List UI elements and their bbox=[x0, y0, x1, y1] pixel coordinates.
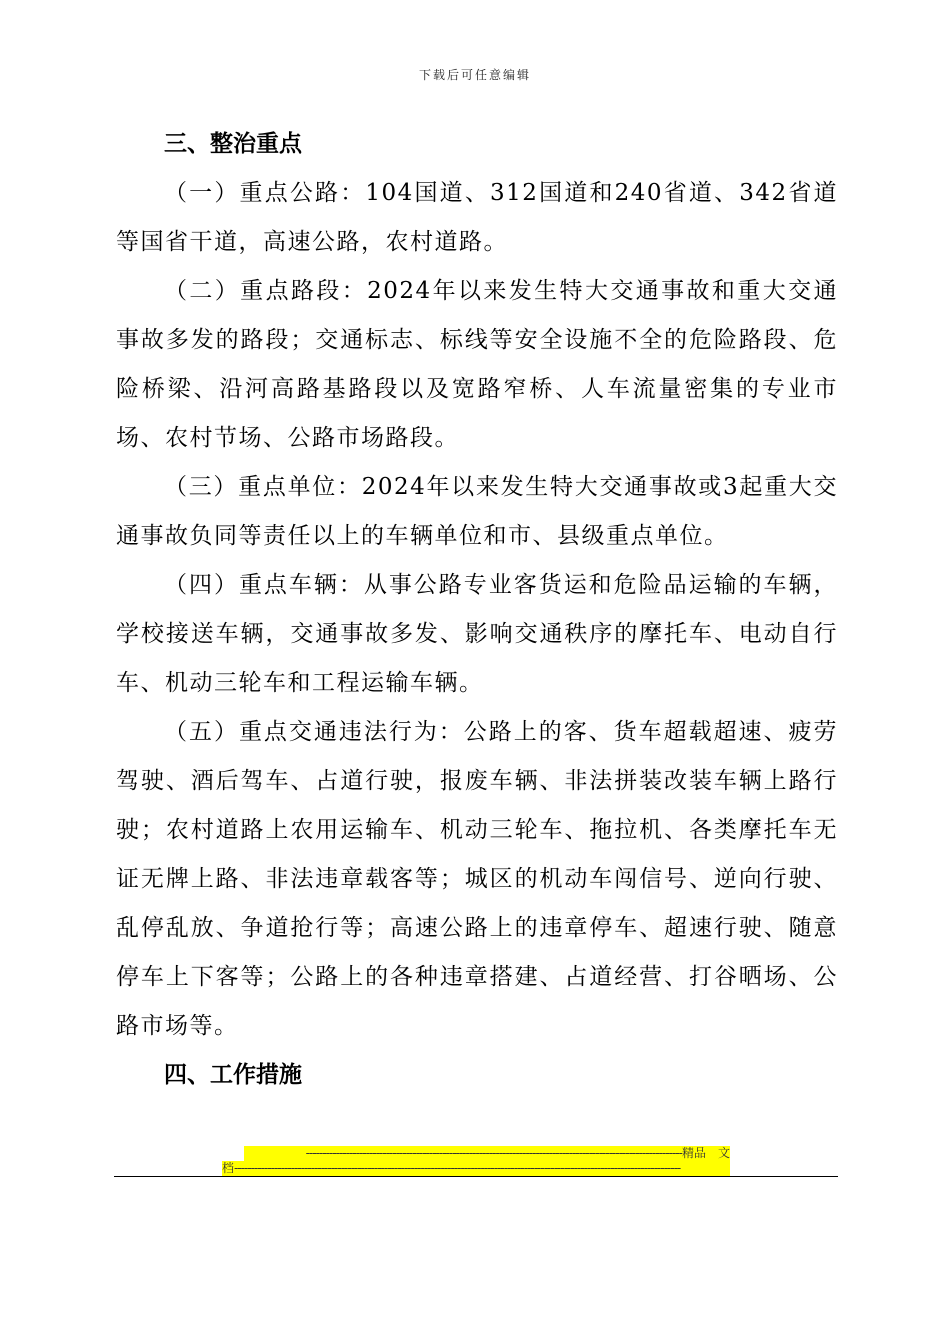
section-heading-4: 四、工作措施 bbox=[164, 1062, 302, 1088]
footer-line-2 bbox=[222, 1161, 730, 1176]
footer-watermark bbox=[222, 1146, 730, 1176]
footer-divider bbox=[114, 1176, 838, 1177]
paragraph-key-sections: （二）重点路段：2024年以来发生特大交通事故和重大交通事故多发的路段；交通标志、标线等安全设施不全的危险路段、危险桥梁、沿河高路基路段以及宽路窄桥、人车流量密集的专业市场、农村节场、公路市场路段。 bbox=[116, 278, 838, 451]
section-heading-3: 三、整治重点 bbox=[164, 131, 302, 157]
footer-dashes-1: ----------------------------------------------------------------------------------------------------------------- bbox=[305, 1146, 682, 1160]
page-header: 下载后可任意编辑 bbox=[418, 68, 531, 82]
paragraph-key-roads: （一）重点公路：104国道、312国道和240省道、342省道等国省干道，高速公路，农村道路。 bbox=[116, 180, 838, 255]
paragraph-key-violations: （五）重点交通违法行为：公路上的客、货车超载超速、疲劳驾驶、酒后驾车、占道行驶，报废车辆、非法拼装改装车辆上路行驶；农村道路上农用运输车、机动三轮车、拖拉机、各类摩托车无证无牌上路、非法违章载客等；城区的机动车闯信号、逆向行驶、乱停乱放、争道抢行等；高速公路上的违章停车、超速行驶、随意停车上下客等；公路上的各种违章搭建、占道经营、打谷晒场、公路市场等。 bbox=[116, 719, 838, 1039]
footer-line-1 bbox=[244, 1146, 730, 1161]
paragraph-key-vehicles: （四）重点车辆：从事公路专业客货运和危险品运输的车辆，学校接送车辆，交通事故多发、影响交通秩序的摩托车、电动自行车、机动三轮车和工程运输车辆。 bbox=[116, 572, 838, 696]
footer-label-2: 档 bbox=[222, 1161, 235, 1175]
document-body bbox=[116, 120, 838, 1100]
footer-dashes-2: -------------------------------------------------------------------------------------------------------------------------------------- bbox=[234, 1161, 681, 1175]
footer-label-1: 精品 文 bbox=[681, 1146, 730, 1160]
paragraph-key-units: （三）重点单位：2024年以来发生特大交通事故或3起重大交通事故负同等责任以上的车辆单位和市、县级重点单位。 bbox=[116, 474, 838, 549]
